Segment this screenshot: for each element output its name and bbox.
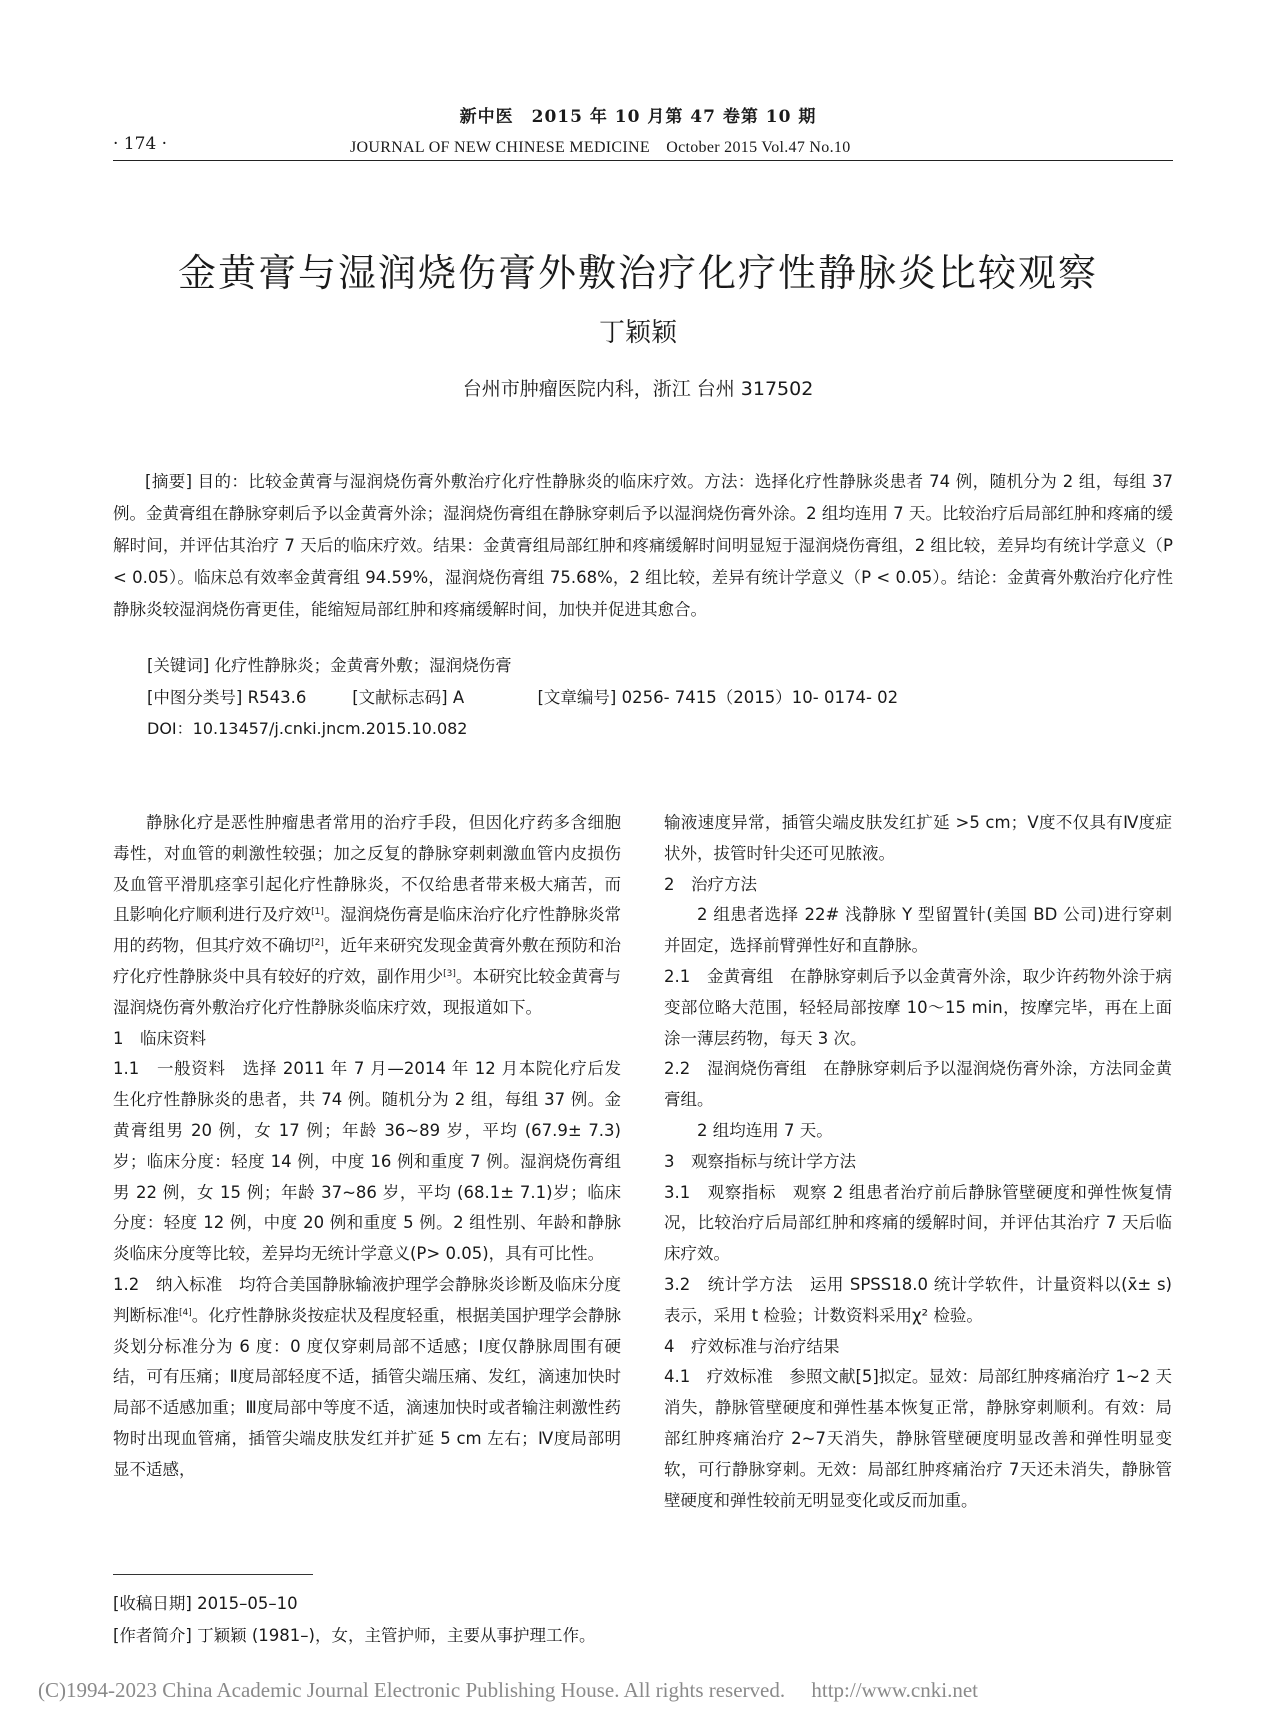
section-2-heading: 2 治疗方法 bbox=[664, 874, 757, 894]
document-code: [文献标志码] A bbox=[352, 688, 465, 707]
section-1-2-continued: 输液速度异常，插管尖端皮肤发红扩延 >5 cm；Ⅴ度不仅具有Ⅳ度症状外，拔管时针尖还可见脓液。 bbox=[664, 813, 1172, 863]
section-4-heading: 4 疗效标准与治疗结果 bbox=[664, 1336, 840, 1356]
citation-2[interactable]: [2] bbox=[311, 938, 324, 949]
classification-line bbox=[147, 684, 898, 708]
section-1-2-text-1: 1.2 纳入标准 均符合美国静脉输液护理学会静脉炎诊断及临床分度判断标准 bbox=[113, 1274, 621, 1325]
section-1-2 bbox=[113, 1270, 621, 1486]
author-bio: [作者简介] 丁颖颖 (1981–)，女，主管护师，主要从事护理工作。 bbox=[113, 1626, 596, 1645]
intro-text-4: 。本研究比较金黄膏与湿润烧伤膏外敷治疗化疗性静脉炎临床疗效，现报道如下。 bbox=[113, 966, 622, 1017]
body-column-left bbox=[113, 808, 621, 1486]
journal-header-cn: 新中医 2015 年 10 月第 47 卷第 10 期 bbox=[459, 107, 817, 127]
section-2-paragraph: 2 组患者选择 22# 浅静脉 Y 型留置针(美国 BD 公司)进行穿刺并固定，选择前臂弹性好和直静脉。 bbox=[664, 905, 1172, 956]
section-1-2-text-2: 。化疗性静脉炎按症状及程度轻重，根据美国护理学会静脉炎划分标准分为 6 度：0 度仅穿刺局部不适感；Ⅰ度仅静脉周围有硬结，可有压痛；Ⅱ度局部轻度不适，插管尖端压痛、发红，滴速加快时局部不适感加重；Ⅲ度局部中等度不适，滴速加快时或者输注刺激性药物时出现血管痛，插管尖端皮肤发红并扩延 5 cm 左右；Ⅳ度局部明显不适感， bbox=[113, 1305, 622, 1479]
section-1-1: 1.1 一般资料 选择 2011 年 7 月—2014 年 12 月本院化疗后发生化疗性静脉炎的患者，共 74 例。随机分为 2 组，每组 37 例。金黄膏组男 20 例，女 17 例；年龄 36~89 岁，平均 (67.9± 7.3)岁；临床分度：轻度 14 例，中度 16 例和重度 7 例。湿润烧伤膏组男 22 例，女 15 例；年龄 37~86 岁，平均 (68.1± 7.1)岁；临床分度：轻度 12 例，中度 20 例和重度 5 例。2 组性别、年龄和静脉炎临床分度等比较，差异均无统计学意义(P> 0.05)，具有可比性。 bbox=[113, 1059, 621, 1264]
keywords: [关键词] 化疗性静脉炎；金黄膏外敷；湿润烧伤膏 bbox=[147, 656, 512, 675]
author-affiliation: 台州市肿瘤医院内科，浙江 台州 317502 bbox=[462, 378, 814, 400]
received-date: [收稿日期] 2015–05–10 bbox=[113, 1594, 298, 1613]
section-3-1: 3.1 观察指标 观察 2 组患者治疗前后静脉管壁硬度和弹性恢复情况，比较治疗后局部红肿和疼痛的缓解时间，并评估其治疗 7 天后临床疗效。 bbox=[664, 1182, 1172, 1264]
section-2-1: 2.1 金黄膏组 在静脉穿刺后予以金黄膏外涂，取少许药物外涂于病变部位略大范围，轻轻局部按摩 10～15 min，按摩完毕，再在上面涂一薄层药物，每天 3 次。 bbox=[664, 966, 1172, 1048]
body-column-right bbox=[664, 808, 1172, 1516]
section-4-1: 4.1 疗效标准 参照文献[5]拟定。显效：局部红肿疼痛治疗 1~2 天消失，静脉管壁硬度和弹性基本恢复正常，静脉穿刺顺利。有效：局部红肿疼痛治疗 2~7天消失，静脉管壁硬度明显改善和弹性明显变软，可行静脉穿刺。无效：局部红肿疼痛治疗 7天还未消失，静脉管壁硬度和弹性较前无明显变化或反而加重。 bbox=[664, 1367, 1172, 1510]
citation-4[interactable]: [4] bbox=[179, 1307, 192, 1318]
clc-number: [中图分类号] R543.6 bbox=[147, 688, 307, 707]
section-2-2: 2.2 湿润烧伤膏组 在静脉穿刺后予以湿润烧伤膏外涂，方法同金黄膏组。 bbox=[664, 1059, 1172, 1110]
citation-3[interactable]: [3] bbox=[443, 968, 456, 979]
section-3-heading: 3 观察指标与统计学方法 bbox=[664, 1151, 856, 1171]
citation-1[interactable]: [1] bbox=[311, 907, 324, 918]
intro-paragraph bbox=[113, 808, 621, 1024]
article-title: 金黄膏与湿润烧伤膏外敷治疗化疗性静脉炎比较观察 bbox=[177, 251, 1098, 295]
intro-text-1: 静脉化疗是恶性肿瘤患者常用的治疗手段，但因化疗药多含细胞毒性，对血管的刺激性较强；加之反复的静脉穿刺刺激血管内皮损伤及血管平滑肌痉挛引起化疗性静脉炎，不仅给患者带来极大痛苦，而且影响化疗顺利进行及疗效 bbox=[113, 813, 621, 925]
section-2-2-note: 2 组均连用 7 天。 bbox=[697, 1120, 833, 1140]
journal-header-en: JOURNAL OF NEW CHINESE MEDICINE October 2015 Vol.47 No.10 bbox=[350, 139, 851, 156]
doi: DOI：10.13457/j.cnki.jncm.2015.10.082 bbox=[147, 719, 468, 738]
copyright-watermark: (C)1994-2023 China Academic Journal Electronic Publishing House. All rights reserved. http://www.cnki.net bbox=[38, 1678, 978, 1702]
abstract: [摘要] 目的：比较金黄膏与湿润烧伤膏外敷治疗化疗性静脉炎的临床疗效。方法：选择化疗性静脉炎患者 74 例，随机分为 2 组，每组 37 例。金黄膏组在静脉穿刺后予以金黄膏外涂；湿润烧伤膏组在静脉穿刺后予以湿润烧伤膏外涂。2 组均连用 7 天。比较治疗后局部红肿和疼痛的缓解时间，并评估其治疗 7 天后的临床疗效。结果：金黄膏组局部红肿和疼痛缓解时间明显短于湿润烧伤膏组，2 组比较，差异均有统计学意义（P < 0.05）。临床总有效率金黄膏组 94.59%，湿润烧伤膏组 75.68%，2 组比较，差异有统计学意义（P < 0.05）。结论：金黄膏外敷治疗化疗性静脉炎较湿润烧伤膏更佳，能缩短局部红肿和疼痛缓解时间，加快并促进其愈合。 bbox=[113, 472, 1173, 619]
header-rule bbox=[113, 160, 1173, 161]
section-1-heading: 1 临床资料 bbox=[113, 1028, 206, 1048]
article-author: 丁颖颖 bbox=[598, 318, 677, 348]
article-id: [文章编号] 0256- 7415（2015）10- 0174- 02 bbox=[537, 688, 899, 707]
intro-text-3: ，近年来研究发现金黄膏外敷在预防和治疗化疗性静脉炎中具有较好的疗效，副作用少 bbox=[113, 936, 622, 986]
intro-text-2: 。湿润烧伤膏是临床治疗化疗性静脉炎常用的药物，但其疗效不确切 bbox=[113, 905, 622, 956]
page-number: · 174 · bbox=[113, 134, 168, 154]
footnote-rule bbox=[113, 1574, 313, 1575]
section-3-2: 3.2 统计学方法 运用 SPSS18.0 统计学软件，计量资料以(x̄± s)表示，采用 t 检验；计数资料采用χ² 检验。 bbox=[664, 1274, 1172, 1325]
